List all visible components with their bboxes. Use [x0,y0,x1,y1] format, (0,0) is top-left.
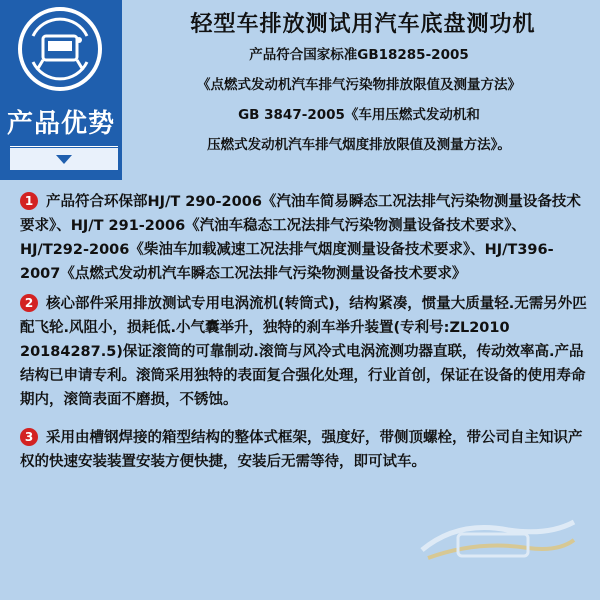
advantage-item [20,190,588,286]
standard-line: GB 3847-2005《车用压燃式发动机和 [238,107,480,123]
advantage-text: 核心部件采用排放测试专用电涡流机(转筒式)，结构紧凑，惯量大质量轻.无需另外匹配飞轮.风阻小，损耗低.小气囊举升，独特的刹车举升装置(专利号:ZL2010 20184287.5)保证滚筒的可靠制动.滚筒与风冷式电涡流测功器直联，传动效率高.产品结构已申请专利。滚筒采用独特的表面复合强化处理，行业首创，保证在设备的使用寿命期内，滚筒表面不磨损，不锈蚀。 [20,296,587,408]
number-badge: 1 [20,192,38,210]
number-badge: 2 [20,294,38,312]
advantage-list [20,190,588,480]
header [130,0,596,160]
product-title: 轻型车排放测试用汽车底盘测功机 [190,12,536,37]
inspection-logo-icon [17,6,103,92]
advantage-item [20,292,588,412]
section-title: 产品优势 [6,109,115,139]
number-badge: 3 [20,428,38,446]
arrow-box [10,148,118,170]
standard-line: 压燃式发动机汽车排气烟度排放限值及测量方法》。 [207,137,511,153]
side-panel [0,0,122,180]
standard-line: 《点燃式发动机汽车排气污染物排放限值及测量方法》 [197,77,521,93]
divider [10,146,118,147]
triangle-down-icon [56,155,72,164]
advantage-text: 采用由槽钢焊接的箱型结构的整体式框架，强度好，带侧顶螺栓，带公司自主知识产权的快速安装装置安装方便快捷，安装后无需等待，即可试车。 [20,430,583,470]
standard-line: 产品符合国家标准GB18285-2005 [249,47,469,63]
advantage-item [20,426,588,474]
watermark-icon [418,510,578,574]
advantage-text: 产品符合环保部HJ/T 290-2006《汽油车简易瞬态工况法排气污染物测量设备技术要求》、HJ/T 291-2006《汽油车稳态工况法排气污染物测量设备技术要求》、HJ/T292-2006《柴油车加载减速工况法排气烟度测量设备技术要求》、HJ/T396-2007《点燃式发动机汽车瞬态工况法排气污染物测量设备技术要求》 [20,194,581,282]
